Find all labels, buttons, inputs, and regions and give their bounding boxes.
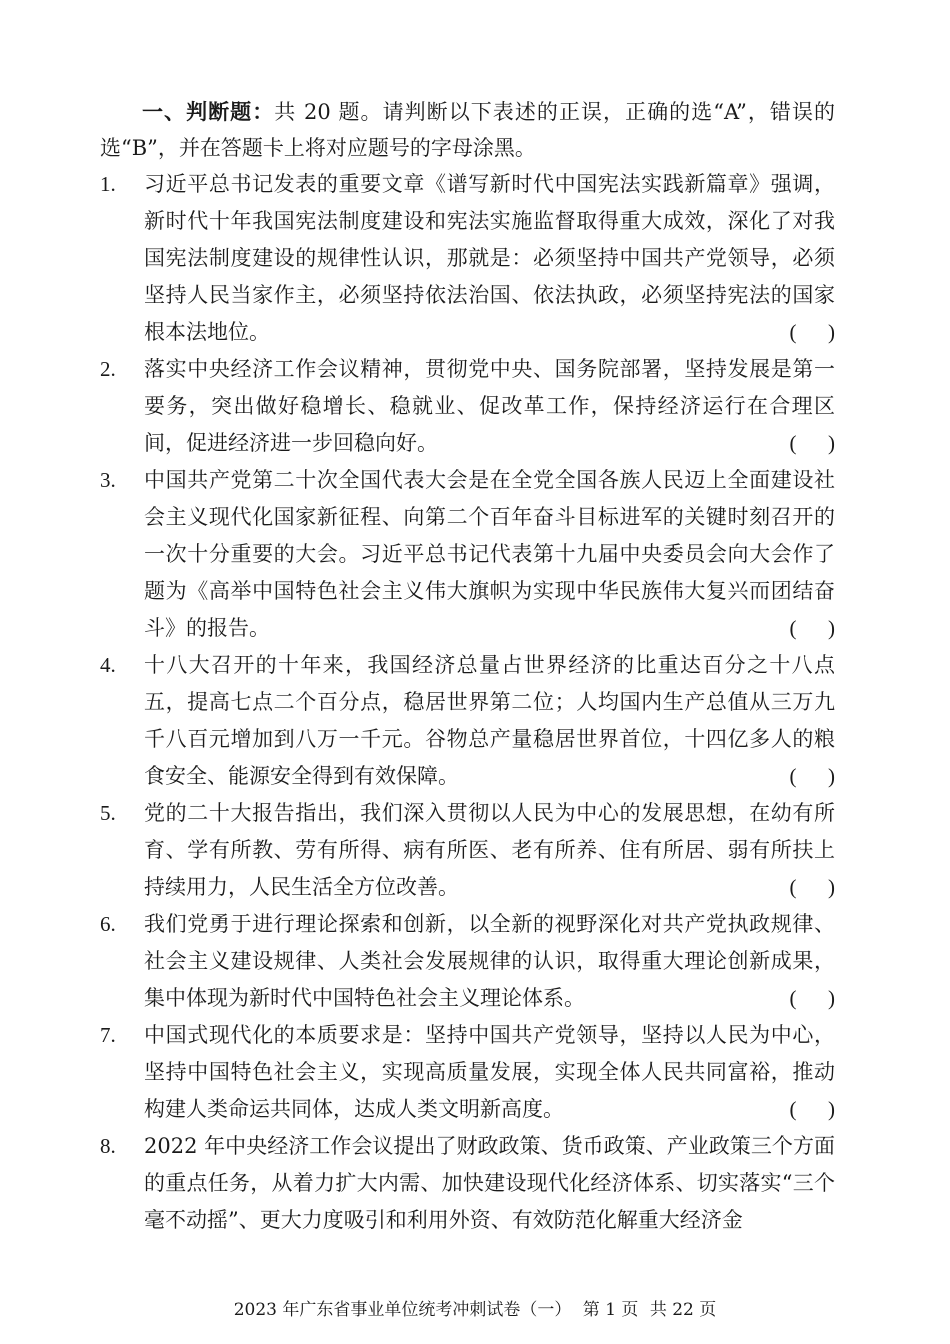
page-footer bbox=[0, 1295, 950, 1320]
question-number: 1. bbox=[100, 172, 116, 196]
answer-blank: ( ) bbox=[789, 320, 835, 344]
question-text: 我们党勇于进行理论探索和创新，以全新的视野深化对共产党执政规律、社会主义建设规律、人类社会发展规律的认识，取得重大理论创新成果，集中体现为新时代中国特色社会主义理论体系。 bbox=[144, 912, 835, 1010]
answer-blank: ( ) bbox=[789, 616, 835, 640]
question-item bbox=[100, 1017, 835, 1128]
question-text: 习近平总书记发表的重要文章《谱写新时代中国宪法实践新篇章》强调，新时代十年我国宪法制度建设和宪法实施监督取得重大成效，深化了对我国宪法制度建设的规律性认识，那就是：必须坚持中国共产党领导，必须坚持人民当家作主，必须坚持依法治国、依法执政，必须坚持宪法的国家根本法地位。 bbox=[144, 172, 835, 344]
answer-blank: ( ) bbox=[789, 764, 835, 788]
question-number: 7. bbox=[100, 1023, 116, 1047]
question-text: 中国式现代化的本质要求是：坚持中国共产党领导，坚持以人民为中心，坚持中国特色社会主义，实现高质量发展，实现全体人民共同富裕，推动构建人类命运共同体，达成人类文明新高度。 bbox=[144, 1023, 835, 1121]
section-header bbox=[100, 94, 835, 166]
answer-blank: ( ) bbox=[789, 875, 835, 899]
page-number: 第 1 页 bbox=[582, 1300, 639, 1320]
question-item bbox=[100, 795, 835, 906]
question-text: 落实中央经济工作会议精神，贯彻党中央、国务院部署，坚持发展是第一要务，突出做好稳增长、稳就业、促改革工作，保持经济运行在合理区间，促进经济进一步回稳向好。 bbox=[144, 357, 835, 455]
question-text: 党的二十大报告指出，我们深入贯彻以人民为中心的发展思想，在幼有所育、学有所教、劳有所得、病有所医、老有所养、住有所居、弱有所扶上持续用力，人民生活全方位改善。 bbox=[144, 801, 835, 899]
question-item bbox=[100, 462, 835, 647]
question-item bbox=[100, 906, 835, 1017]
answer-blank: ( ) bbox=[789, 1097, 835, 1121]
question-text: 2022 年中央经济工作会议提出了财政政策、货币政策、产业政策三个方面的重点任务，从着力扩大内需、加快建设现代化经济体系、切实落实“三个毫不动摇”、更大力度吸引和利用外资、有效防范化解重大经济金 bbox=[144, 1134, 835, 1232]
question-number: 5. bbox=[100, 801, 116, 825]
question-text: 十八大召开的十年来，我国经济总量占世界经济的比重达百分之十八点五，提高七点二个百分点，稳居世界第二位；人均国内生产总值从三万九千八百元增加到八万一千元。谷物总产量稳居世界首位，十四亿多人的粮食安全、能源安全得到有效保障。 bbox=[144, 653, 835, 788]
question-list bbox=[100, 166, 835, 1239]
question-item bbox=[100, 1128, 835, 1239]
question-item bbox=[100, 351, 835, 462]
question-number: 2. bbox=[100, 357, 116, 381]
question-number: 6. bbox=[100, 912, 116, 936]
question-item bbox=[100, 166, 835, 351]
section-title: 一、判断题： bbox=[142, 99, 275, 124]
exam-title: 2023 年广东省事业单位统考冲刺试卷（一） bbox=[233, 1300, 572, 1320]
question-item bbox=[100, 647, 835, 795]
page-total: 共 22 页 bbox=[649, 1300, 717, 1320]
answer-blank: ( ) bbox=[789, 986, 835, 1010]
question-number: 3. bbox=[100, 468, 116, 492]
question-number: 4. bbox=[100, 653, 116, 677]
section-instructions: 共 20 题。请判断以下表述的正误，正确的选“A”，错误的选“B”，并在答题卡上将对应题号的字母涂黑。 bbox=[100, 100, 836, 160]
question-text: 中国共产党第二十次全国代表大会是在全党全国各族人民迈上全面建设社会主义现代化国家新征程、向第二个百年奋斗目标进军的关键时刻召开的一次十分重要的大会。习近平总书记代表第十九届中央委员会向大会作了题为《高举中国特色社会主义伟大旗帜为实现中华民族伟大复兴而团结奋斗》的报告。 bbox=[144, 468, 835, 640]
question-number: 8. bbox=[100, 1134, 116, 1158]
answer-blank: ( ) bbox=[789, 431, 835, 455]
